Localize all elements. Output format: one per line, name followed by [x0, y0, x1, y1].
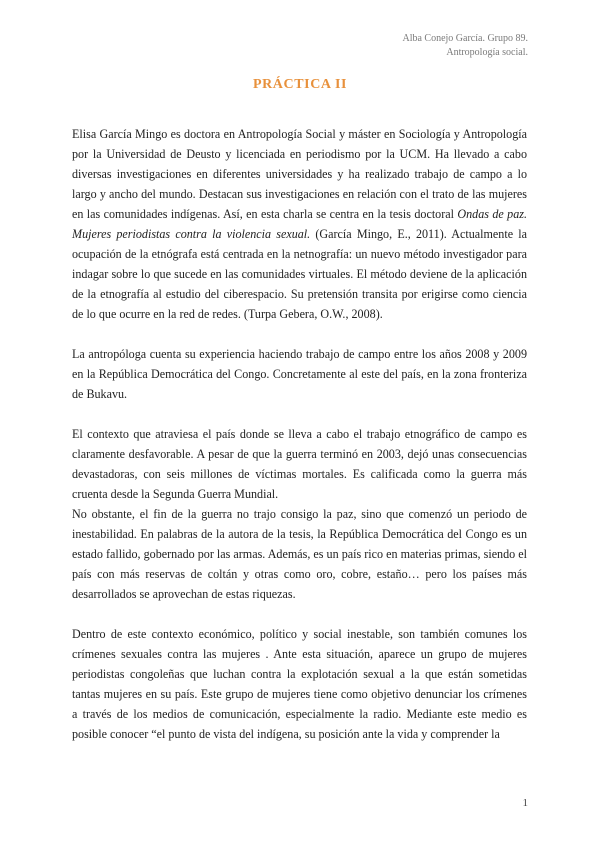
header-course: Antropología social.: [446, 47, 528, 58]
paragraph-intro-text-b: (García Mingo, E., 2011). Actualmente la ocupación de la etnógrafa está centrada en la netnografía: un nuevo método investigador para indagar sobre lo que sucede en las comunidades virtuales. El método deviene de la aplicación de la etnografía al estudio del ciberespacio. Su pretensión transita por erigirse como ciencia de lo que ocurre en la red de redes. (Turpa Gebera, O.W., 2008).: [72, 227, 528, 321]
document-title: PRÁCTICA II: [252, 77, 348, 92]
thesis-title-italic: Ondas de paz. Mujeres periodistas contra la violencia sexual.: [72, 207, 527, 241]
document-body: [72, 124, 527, 744]
page-number: 1: [522, 797, 528, 809]
header-author-group: Alba Conejo García. Grupo 89.: [402, 33, 528, 44]
paragraph-intro: [72, 124, 527, 324]
paragraph-intro-text-a: Elisa García Mingo es doctora en Antropología Social y máster en Sociología y Antropología por la Universidad de Deusto y licenciada en periodismo por la UCM. Ha llevado a cabo diversas investigaciones en diferentes universidades y ha realizado trabajo de campo a lo largo y ancho del mundo. Destacan sus investigaciones en relación con el trato de las mujeres en las comunidades indígenas. Así, en esta charla se centra en la tesis doctoral: [72, 127, 527, 221]
page-header: [402, 32, 528, 60]
paragraph-instability: No obstante, el fin de la guerra no trajo consigo la paz, sino que comenzó un periodo de inestabilidad. En palabras de la autora de la tesis, la República Democrática del Congo es un estado fallido, gobernado por las armas. Además, es un país rico en materias primas, siendo el país con más reservas de coltán y otras como oro, cobre, estaño… pero los países más desarrollados se aprovechan de estas riquezas.: [72, 507, 527, 601]
paragraph-context: El contexto que atraviesa el país donde se lleva a cabo el trabajo etnográfico de campo es claramente desfavorable. A pesar de que la guerra terminó en 2003, dejó unas consecuencias devastadoras, con seis millones de víctimas mortales. Es calificada como la guerra más cruenta desde la Segunda Guerra Mundial.: [72, 427, 527, 501]
paragraph-journalists: Dentro de este contexto económico, político y social inestable, son también comunes los crímenes sexuales contra las mujeres . Ante esta situación, aparece un grupo de mujeres periodistas congoleñas que luchan contra la explotación sexual a la que están sometidas tantas mujeres en su país. Este grupo de mujeres tiene como objetivo denunciar los crímenes a través de los medios de comunicación, especialmente la radio. Mediante este medio es posible conocer “el punto de vista del indígena, su posición ante la vida y comprender la: [72, 627, 527, 741]
paragraph-fieldwork: La antropóloga cuenta su experiencia haciendo trabajo de campo entre los años 2008 y 2009 en la República Democrática del Congo. Concretamente al este del país, en la zona fronteriza de Bukavu.: [72, 347, 527, 401]
